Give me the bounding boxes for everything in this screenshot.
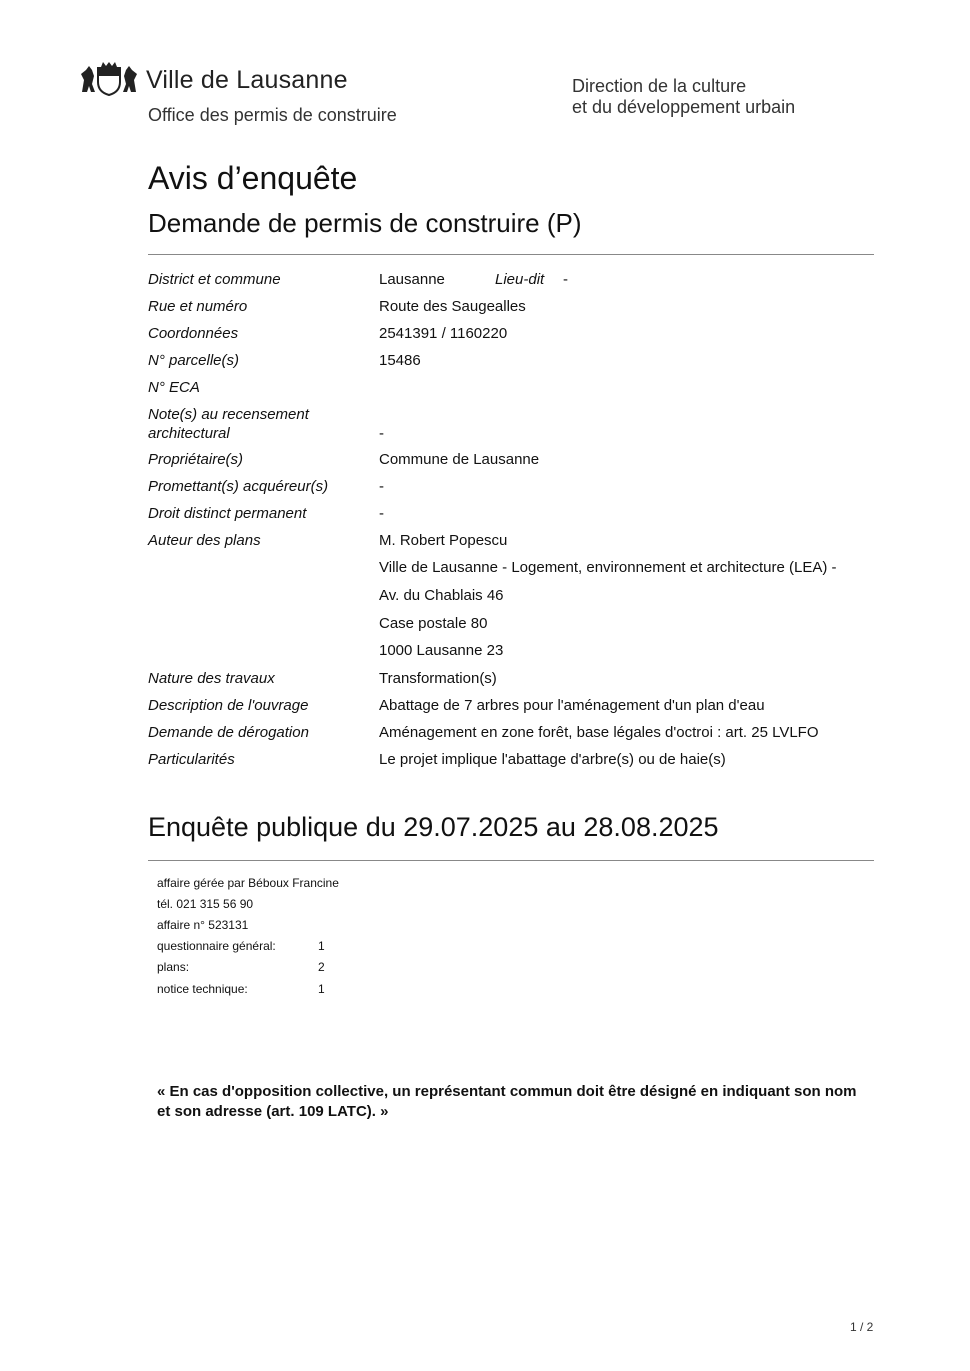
proprietaire-value: Commune de Lausanne	[379, 451, 540, 468]
rue-label: Rue et numéro	[148, 298, 248, 315]
description-value: Abattage de 7 arbres pour l'aménagement d'un plan d'eau	[379, 697, 765, 714]
coord-value: 2541391 / 1160220	[379, 325, 508, 342]
affaire-gestionnaire: affaire gérée par Béboux Francine	[157, 876, 339, 890]
brand-name: Ville de Lausanne	[146, 66, 348, 94]
page-number: 1 / 2	[850, 1320, 874, 1334]
lausanne-coat-of-arms-icon	[80, 62, 138, 96]
coord-label: Coordonnées	[148, 325, 239, 342]
note-label-2: architectural	[148, 425, 230, 442]
department-line-1: Direction de la culture	[572, 76, 747, 96]
lieu-dit-label: Lieu-dit	[495, 271, 545, 288]
page-subtitle: Demande de permis de construire (P)	[148, 208, 582, 238]
doc-count: 1	[318, 982, 325, 996]
auteur-line: Ville de Lausanne - Logement, environnement et architecture (LEA) -	[379, 559, 837, 576]
derogation-label: Demande de dérogation	[148, 724, 309, 741]
auteur-label: Auteur des plans	[148, 532, 261, 549]
enquete-heading: Enquête publique du 29.07.2025 au 28.08.2025	[148, 812, 719, 842]
derogation-value: Aménagement en zone forêt, base légales d'octroi : art. 25 LVLFO	[379, 724, 819, 741]
district-label: District et commune	[148, 271, 281, 288]
eca-label: N° ECA	[148, 379, 200, 396]
particularites-value: Le projet implique l'abattage d'arbre(s) ou de haie(s)	[379, 751, 726, 768]
auteur-line: Case postale 80	[379, 615, 488, 632]
promettant-value: -	[379, 478, 384, 495]
affaire-telephone: tél. 021 315 56 90	[157, 897, 254, 911]
auteur-line: Av. du Chablais 46	[379, 587, 504, 604]
note-label-1: Note(s) au recensement	[148, 406, 309, 423]
droit-label: Droit distinct permanent	[148, 505, 307, 522]
doc-label: notice technique:	[157, 982, 248, 996]
rue-value: Route des Saugealles	[379, 298, 526, 315]
doc-label: plans:	[157, 960, 190, 974]
promettant-label: Promettant(s) acquéreur(s)	[148, 478, 329, 495]
divider	[148, 860, 874, 861]
affaire-numero: affaire n° 523131	[157, 918, 249, 932]
nature-label: Nature des travaux	[148, 670, 275, 687]
auteur-line: M. Robert Popescu	[379, 532, 508, 549]
auteur-line: 1000 Lausanne 23	[379, 642, 504, 659]
note-value: -	[379, 425, 384, 442]
department-line-2: et du développement urbain	[572, 97, 796, 117]
description-label: Description de l'ouvrage	[148, 697, 309, 714]
doc-count: 1	[318, 939, 325, 953]
divider	[148, 254, 874, 255]
lieu-dit-value: -	[563, 271, 568, 288]
parcelle-label: N° parcelle(s)	[148, 352, 240, 369]
page-title: Avis d’enquête	[148, 160, 358, 196]
parcelle-value: 15486	[379, 352, 421, 369]
department-name	[572, 76, 795, 118]
opposition-notice: « En cas d'opposition collective, un représentant commun doit être désigné en indiquant son nom et son adresse (art. 109 LATC). »	[157, 1083, 857, 1120]
particularites-label: Particularités	[148, 751, 235, 768]
office-name: Office des permis de construire	[148, 105, 397, 125]
nature-value: Transformation(s)	[379, 670, 497, 687]
doc-count: 2	[318, 960, 325, 974]
proprietaire-label: Propriétaire(s)	[148, 451, 244, 468]
droit-value: -	[379, 505, 384, 522]
district-value: Lausanne	[379, 271, 445, 288]
doc-label: questionnaire général:	[157, 939, 276, 953]
